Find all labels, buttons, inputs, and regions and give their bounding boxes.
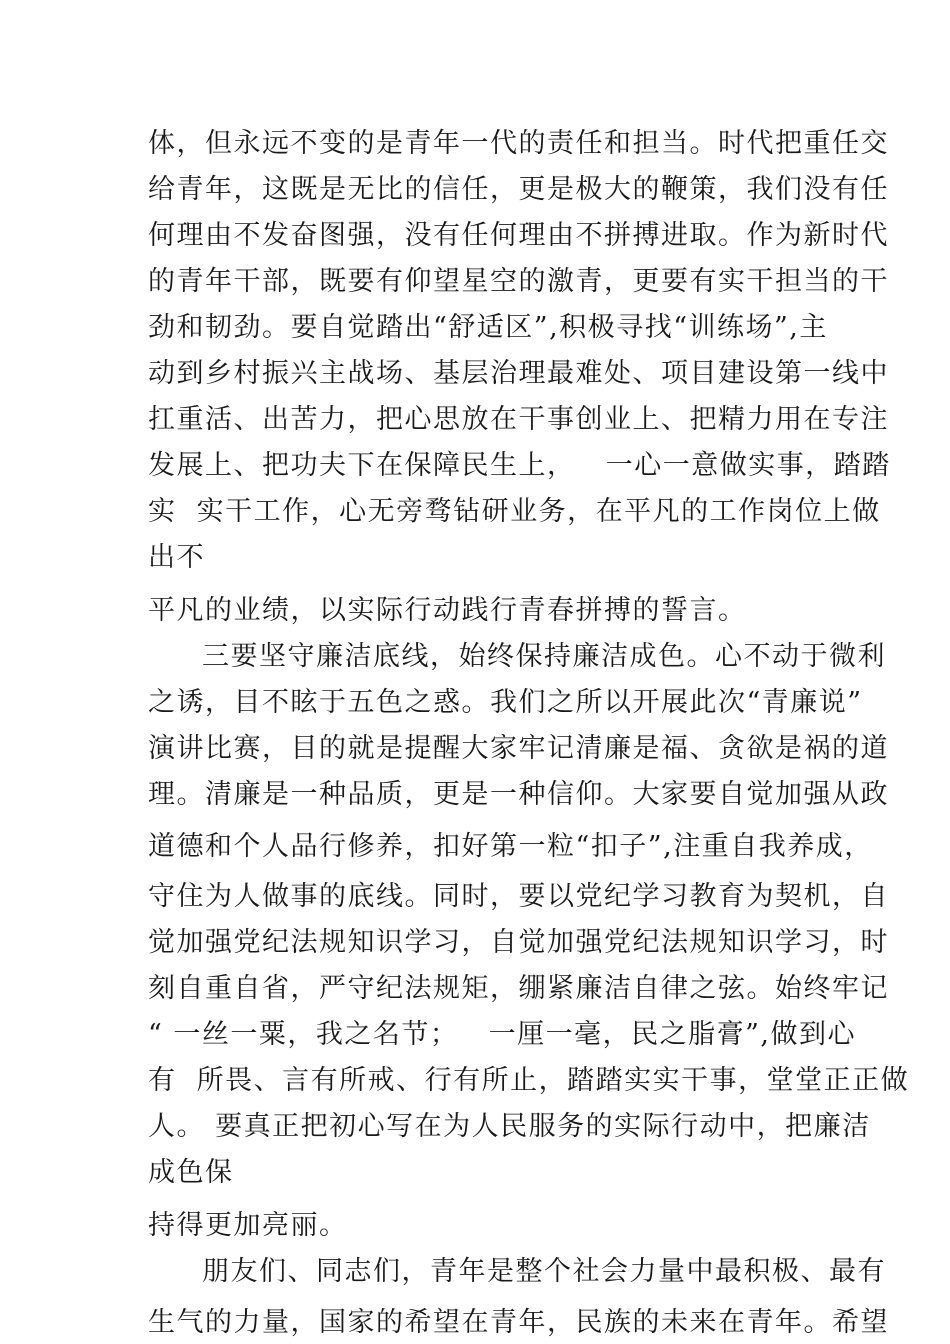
paragraph-line: 劲和韧劲。要自觉踏出“舒适区”,积极寻找“训练场”,主: [148, 312, 828, 343]
paragraph-line: 的青年干部，既要有仰望星空的激青，更要有实干担当的干: [148, 266, 889, 297]
paragraph-line: 扛重活、出苦力，把心思放在干事创业上、把精力用在专注: [148, 404, 889, 435]
paragraph-line: 有 所畏、言有所戒、行有所止，踏踏实实干事，堂堂正正做: [148, 1065, 910, 1096]
paragraph-line: 何理由不发奋图强，没有任何理由不拼搏进取。作为新时代: [148, 220, 889, 251]
paragraph-line: “ 一丝一粟，我之名节； 一厘一毫，民之脂膏”,做到心: [148, 1019, 857, 1050]
paragraph-line: 觉加强党纪法规知识学习，自觉加强党纪法规知识学习，时: [148, 927, 889, 958]
paragraph-line: 理。清廉是一种品质，更是一种信仰。大家要自觉加强从政: [148, 779, 889, 810]
paragraph-line: 道德和个人品行修养，扣好第一粒“扣子”,注重自我养成，: [148, 831, 873, 862]
paragraph-line: 发展上、把功夫下在保障民生上， 一心一意做实事，踏踏: [148, 450, 891, 481]
paragraph-line: 生气的力量，国家的希望在青年，民族的未来在青年。希望: [148, 1307, 889, 1338]
paragraph-line: 持得更加亮丽。: [148, 1210, 348, 1241]
paragraph-line: 之诱，目不眩于五色之惑。我们之所以开展此次“青廉说”: [148, 687, 863, 718]
paragraph-line: 人。 要真正把初心写在为人民服务的实际行动中，把廉洁: [148, 1111, 871, 1142]
paragraph-line: 刻自重自省，严守纪法规矩，绷紧廉洁自律之弦。始终牢记: [148, 973, 889, 1004]
paragraph-line: 守住为人做事的底线。同时，要以党纪学习教育为契机，自: [148, 881, 889, 912]
paragraph-line: 给青年，这既是无比的信任，更是极大的鞭策，我们没有任: [148, 174, 889, 205]
paragraph-line: 实 实干工作，心无旁骛钻研业务，在平凡的工作岗位上做: [148, 496, 881, 527]
paragraph-line: 出不: [148, 542, 205, 573]
paragraph-first-line: 三要坚守廉洁底线，始终保持廉洁成色。心不动于微利: [202, 641, 886, 672]
paragraph-line: 体，但永远不变的是青年一代的责任和担当。时代把重任交: [148, 128, 889, 159]
paragraph-line: 平凡的业绩，以实际行动践行青春拼搏的誓言。: [148, 595, 747, 626]
paragraph-line: 演讲比赛，目的就是提醒大家牢记清廉是福、贪欲是祸的道: [148, 733, 889, 764]
paragraph-first-line: 朋友们、同志们，青年是整个社会力量中最积极、最有: [202, 1256, 886, 1287]
paragraph-line: 动到乡村振兴主战场、基层治理最难处、项目建设第一线中: [148, 358, 889, 389]
paragraph-line: 成色保: [148, 1157, 234, 1188]
